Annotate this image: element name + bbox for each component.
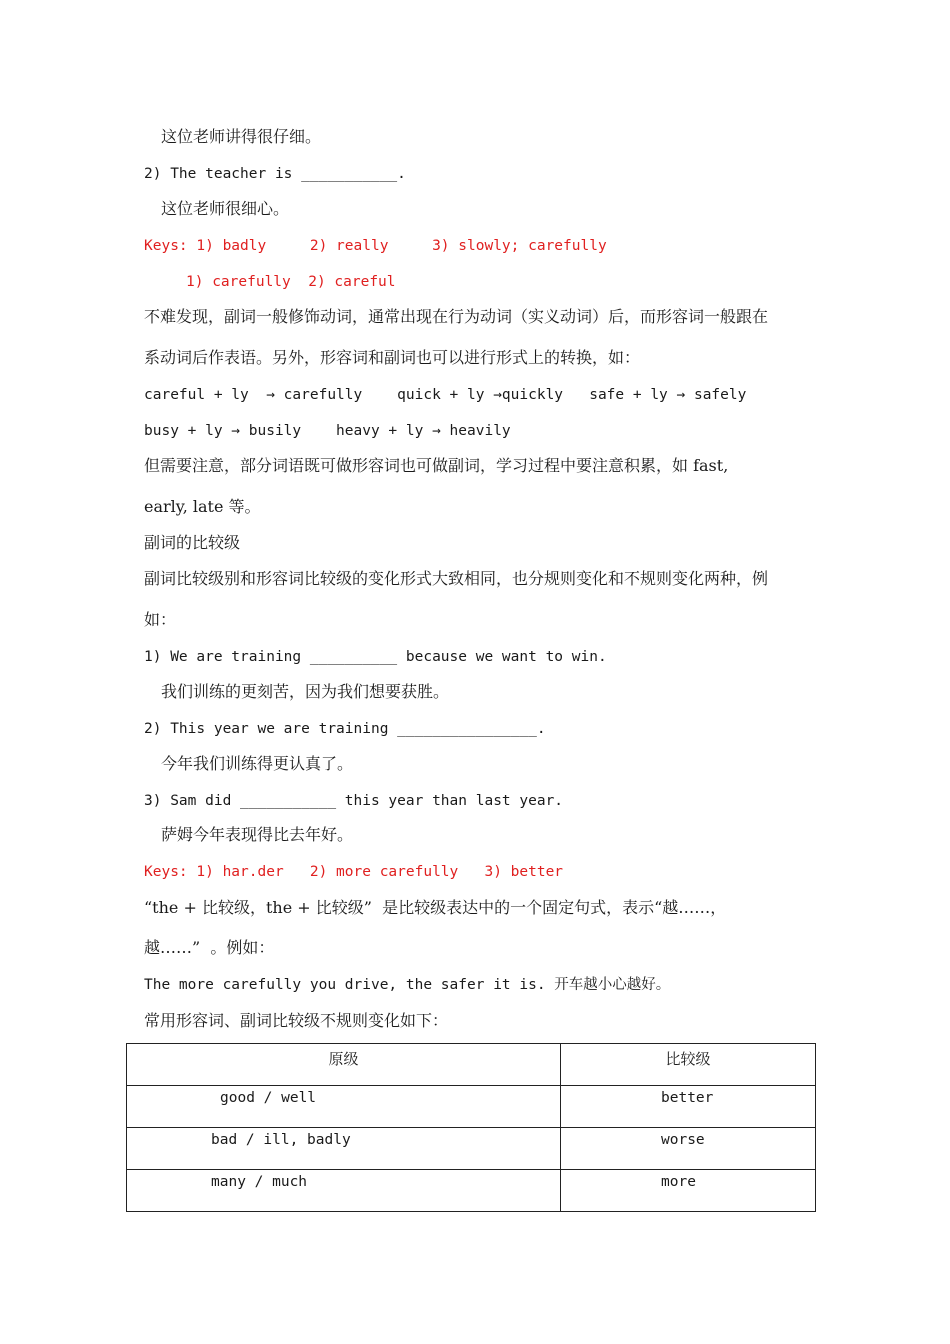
table-header-row — [127, 1044, 816, 1086]
chinese-translation-line: 今年我们训练得更认真了。 — [161, 754, 354, 773]
irregular-comparatives-table — [126, 1043, 816, 1212]
table-cell: more — [561, 1170, 816, 1212]
explanation-paragraph: 越……” 。例如： — [144, 938, 275, 957]
exercise-sentence: 2) This year we are training ________________. — [144, 721, 546, 737]
table-header-cell: 原级 — [127, 1044, 561, 1086]
table-header-cell: 比较级 — [561, 1044, 816, 1086]
table-row — [127, 1170, 816, 1212]
chinese-translation-line: 我们训练的更刻苦，因为我们想要获胜。 — [161, 682, 450, 701]
table-cell: better — [561, 1086, 816, 1128]
chinese-translation-line: 这位老师很细心。 — [161, 199, 290, 218]
exercise-sentence: 2) The teacher is ___________. — [144, 166, 406, 182]
explanation-paragraph: “the + 比较级，the + 比较级” 是比较级表达中的一个固定句式，表示“越……， — [144, 898, 727, 917]
explanation-paragraph: 副词比较级别和形容词比较级的变化形式大致相同，也分规则变化和不规则变化两种，例 — [144, 569, 769, 588]
table-cell: worse — [561, 1128, 816, 1170]
explanation-paragraph: 但需要注意，部分词语既可做形容词也可做副词，学习过程中要注意积累，如 fast, — [144, 456, 729, 475]
chinese-translation-line: 萨姆今年表现得比去年好。 — [161, 825, 354, 844]
example-sentence: The more carefully you drive, the safer it is. 开车越小心越好。 — [144, 977, 671, 993]
word-formation-examples: busy + ly → busily heavy + ly → heavily — [144, 423, 511, 439]
table-cell: bad / ill, badly — [127, 1128, 561, 1170]
table-cell: many / much — [127, 1170, 561, 1212]
exercise-sentence: 3) Sam did ___________ this year than last year. — [144, 793, 564, 809]
explanation-paragraph: 如： — [144, 610, 177, 629]
word-formation-examples: careful + ly → carefully quick + ly →quickly safe + ly → safely — [144, 387, 747, 403]
explanation-paragraph: 不难发现，副词一般修饰动词，通常出现在行为动词（实义动词）后，而形容词一般跟在 — [144, 307, 769, 326]
explanation-paragraph: 常用形容词、副词比较级不规则变化如下： — [144, 1011, 449, 1030]
answer-keys: Keys: 1) har.der 2) more carefully 3) better — [144, 864, 564, 880]
explanation-paragraph: early, late 等。 — [144, 497, 261, 516]
answer-keys: Keys: 1) badly 2) really 3) slowly; carefully — [144, 238, 607, 254]
table-cell: good / well — [127, 1086, 561, 1128]
answer-keys: 1) carefully 2) careful — [186, 274, 396, 290]
section-heading: 副词的比较级 — [144, 533, 241, 552]
exercise-sentence: 1) We are training __________ because we want to win. — [144, 649, 607, 665]
explanation-paragraph: 系动词后作表语。另外，形容词和副词也可以进行形式上的转换，如： — [144, 348, 641, 367]
table-row — [127, 1086, 816, 1128]
chinese-translation-line: 这位老师讲得很仔细。 — [161, 127, 322, 146]
table-row — [127, 1128, 816, 1170]
